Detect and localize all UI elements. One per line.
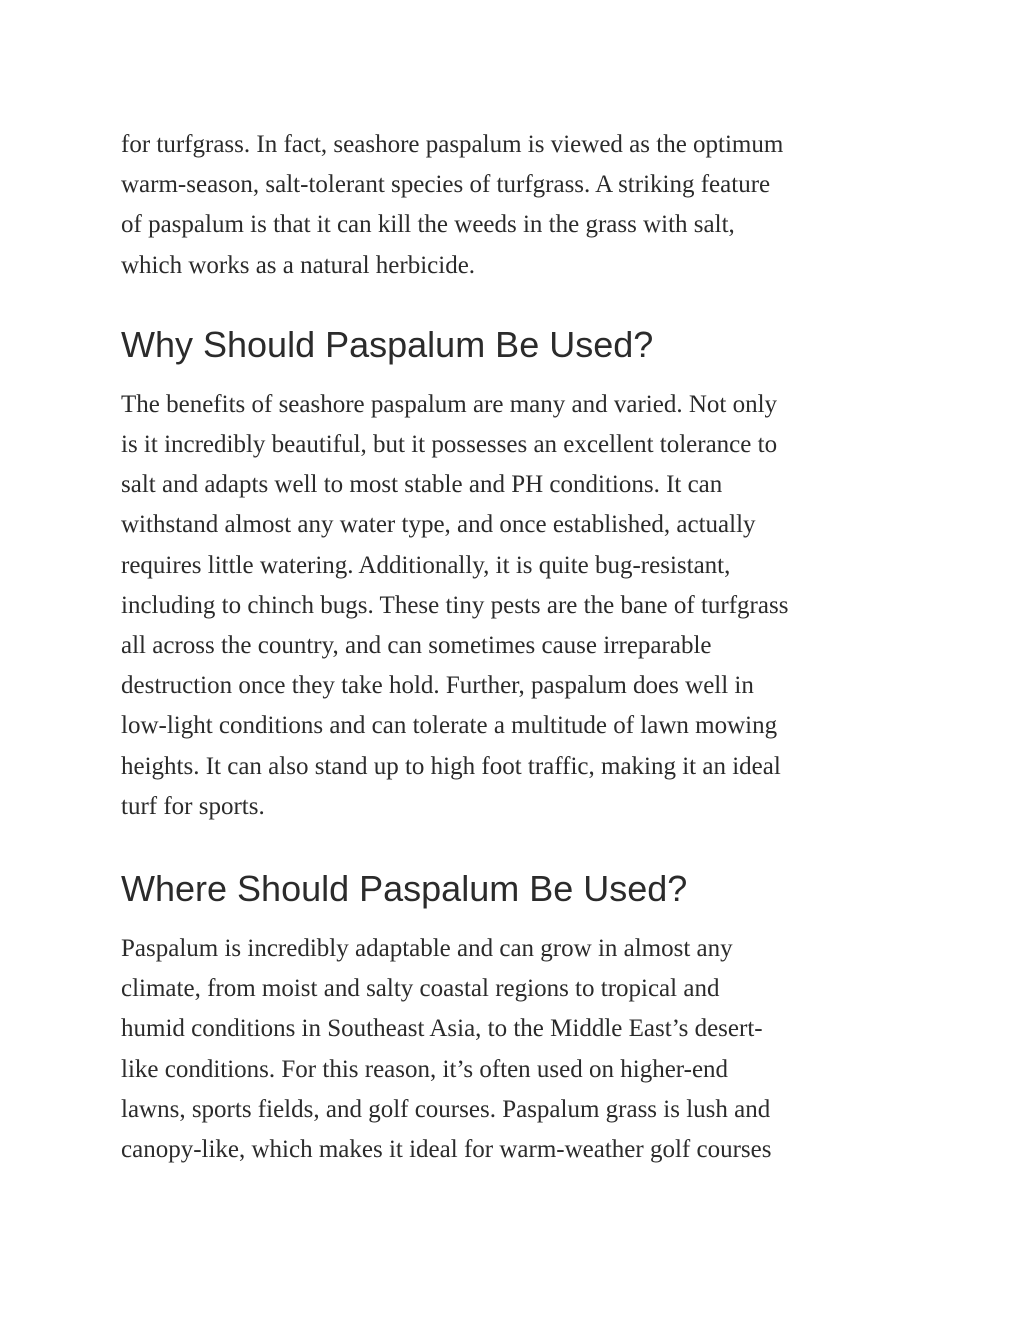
section-heading-why: Why Should Paspalum Be Used? <box>121 323 654 365</box>
section-heading-where: Where Should Paspalum Be Used? <box>121 868 688 910</box>
section-body-where: Paspalum is incredibly adaptable and can grow in almost any climate, from moist and salty coastal regions to tropical and humid conditions in Southeast Asia, to the Middle East’s desert- like conditions. For this reason, it’s often used on higher-end lawns, sports fields, and golf courses. Paspalum grass is lush and canopy-like, which makes it ideal for warm-weather golf courses <box>121 935 772 1164</box>
section-body-why: The benefits of seashore paspalum are many and varied. Not only is it incredibly beautiful, but it possesses an excellent tolerance to salt and adapts well to most stable and PH conditions. It can withstand almost any water type, and once established, actually requires little watering. Additionally, it is quite bug-resistant, including to chinch bugs. These tiny pests are the bane of turfgrass all across the country, and can sometimes cause irreparable destruction once they take hold. Further, paspalum does well in low-light conditions and can tolerate a multitude of lawn mowing heights. It can also stand up to high foot traffic, making it an ideal turf for sports. <box>121 390 789 820</box>
intro-paragraph: for turfgrass. In fact, seashore paspalum is viewed as the optimum warm-season, salt-tolerant species of turfgrass. A striking feature of paspalum is that it can kill the weeds in the grass with salt, which works as a natural herbicide. <box>121 131 784 279</box>
document-page <box>121 125 921 1170</box>
